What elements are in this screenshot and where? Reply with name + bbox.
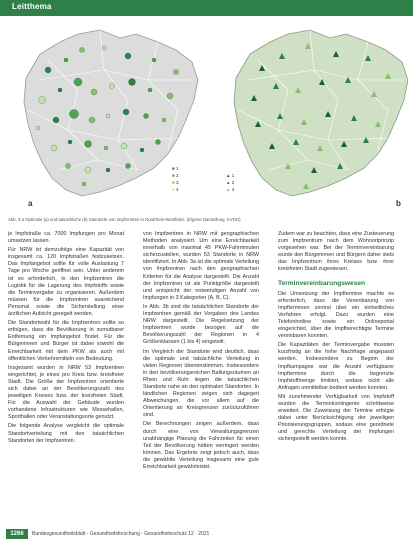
impfzentrum-marker [140,148,144,152]
impfzentrum-marker [106,114,110,118]
impfzentrum-marker [125,53,131,59]
impfzentrum-marker [51,145,57,151]
page-footer [0,529,413,541]
paragraph: Die Umsetzung der Impftermine machte es erforderlich, dass die Vereinbarung von Impfterminen zentral über ein einheitliches Verfahren erfolgt. Dazu wurden eine Telefonhotline sowie ein Onlineportal eingerichtet, über die Impfberechtigte Termine vereinbaren konnten. [278,290,394,340]
impfzentrum-marker [82,182,86,186]
maps-svg [8,20,408,215]
paragraph: In Abb. 3b sind die tatsächlichen Standorte der Impfzentren gemäß der Vorgaben des Landes NRW dargestellt. Die Regelsetzung der Impfzentren wurde bezogen auf die Bevölkerungszahl der Regionen in 4 Größenklassen (1 bis 4) eingeteilt. [143,303,259,346]
impfzentrum-marker [167,93,173,99]
impfzentrum-marker [104,146,108,150]
section-label: Leitthema [12,2,52,11]
legend-b [226,173,235,192]
impfzentrum-marker [91,89,97,95]
figure-caption: Abb. 3 a Optimale (a) und tatsächliche (b) Standorte von Impfzentren in Nordrhein-Westfalen. (Eigene Darstellung, KVNO) [8,217,241,222]
paragraph: Die Kapazitäten der Terminvergabe mussten kurzfristig an die hohe Nachfrage angepasst werden. Insbesondere zu Beginn der Impfkampagne war die Anzahl verfügbarer Impftermine durch die begrenzte Impfstoffmenge limitiert, sodass nicht alle Anfragen unmittelbar bedient werden konnten. [278,342,394,391]
paragraph: Die folgende Analyse vergleicht die optimale Standortverteilung mit den tatsächlichen Standorten der Impfzentren. [8,423,124,444]
paragraph: Mit zunehmender Verfügbarkeit von Impfstoff wurden die Terminkontingente schrittweise erweitert. Die Zuweisung der Termine erfolgte dabei unter Berücksichtigung der jeweiligen Priorisierungsgruppen, sodass eine geordnete und gerechte Verteilung der Impfungen sichergestellt werden konnte. [278,393,394,443]
legend-b-item: ▲ 1 [226,173,235,178]
section-heading-terminvereinbarung: Terminvereinbarungswesen [278,279,366,287]
journal-reference: Bundesgesundheitsblatt - Gesundheitsforschung - Gesundheitsschutz 12 · 2021 [32,531,210,537]
panel-b-label: b [396,199,401,208]
text-column-1 [8,231,124,523]
impfzentrum-marker [45,67,51,73]
impfzentrum-marker [36,126,40,130]
paragraph: Im Vergleich der Standorte wird deutlich, dass die optimale und tatsächliche Verteilung in vielen Regionen übereinstimmen. Insbesondere in den bevölkerungsreichen Ballungsräumen an Rhein und Ruhr liegen die tatsächlichen Standorte nahe an den optimalen Standorten. In ländlichen Regionen zeigen sich dagegen Abweichungen, die vor allem auf die Orientierung an Kreisgrenzen zurückzuführen sind. [143,348,259,419]
impfzentrum-marker [129,79,136,86]
impfzentrum-marker [53,117,59,123]
paragraph: Insgesamt wurden in NRW 53 Impfzentren eingerichtet, je eines pro Kreis bzw. kreisfreier Stadt. Die Größe der Impfzentren orientierte sich dabei an der Bevölkerungszahl des jeweiligen Kreises bzw. der kreisfreien Stadt. Für die Auswahl der Gebäude wurden vorhandene Infrastrukturen wie Messehallen, Sporthallen oder Veranstaltungsorte genutzt. [8,364,124,421]
impfzentrum-marker [162,118,166,122]
paragraph: Die Berechnungen zeigen außerdem, dass durch eine von Verwaltungsgrenzen unabhängige Planung die Fahrzeiten für einen Teil der Bevölkerung hätten verringert werden können. Das Ergebnis zeigt jedoch auch, dass die gewählte Verteilung insgesamt eine gute Erreichbarkeit gewährleistet. [143,421,259,470]
impfzentrum-marker [152,58,156,62]
impfzentrum-marker [58,88,62,92]
impfzentrum-marker [110,84,115,89]
legend-a-item: ■ 2 [172,173,179,178]
impfzentrum-marker [123,109,129,115]
impfzentrum-marker [126,164,131,169]
impfzentrum-marker [121,143,127,149]
impfzentrum-marker [85,167,91,173]
impfzentrum-marker [66,164,71,169]
impfzentrum-marker [80,48,85,53]
impfzentrum-marker [102,46,106,50]
nrw-outline-a [24,30,198,196]
paragraph: von Impfzentren in NRW mit geographischen Methoden analysiert. Um eine Erreichbarkeit innerhalb von maximal 45 PKW-Fahrminuten sicherzustellen, wurden 53 Standorte in NRW identifiziert. In Abb. 3a ist die optimale Verteilung von Impfzentren nach den geographischen Kriterien für die Analyse dargestellt. Die Anzahl der Impfzentren ist als Punktgröße dargestellt und entspricht der notwendigen Anzahl von Impfungen in 3 Kategorien (A, B, C). [143,231,259,301]
impfzentrum-marker [70,110,79,119]
map-panel-a [24,30,198,208]
impfzentrum-marker [174,70,179,75]
text-column-2 [143,231,259,523]
map-panel-b [226,30,408,208]
text-column-3 [278,231,394,523]
impfzentrum-marker [39,97,46,104]
impfzentrum-marker [68,140,72,144]
impfzentrum-marker [156,140,161,145]
nrw-outline-b [234,30,408,196]
impfzentrum-marker [144,114,149,119]
legend-a-item: ■ 4 [172,187,179,192]
paragraph: Für NRW ist demzufolge eine Kapazität von insgesamt ca. 120 Impfstraßen festzusetzen. Das Impfangebot sollte für volle Auslastung 7 Tage pro Woche geöffnet sein. Unter anderem ist es erforderlich, in den Impfzentren die Logistik für die Lagerung des Impfstoffs sowie die Terminvergabe zu organisieren. Außerdem müssen für die Impfzentren ausreichend Personal sowie die Sicherstellung einer ärztlichen Aufsicht geregelt werden. [8,247,124,318]
impfzentrum-marker [74,78,82,86]
impfzentrum-marker [148,88,152,92]
page-number: 1266 [6,529,28,539]
paragraph: Zudem war zu beachten, dass eine Zusteuerung zum Impfzentrum nach dem Wohnortprinzip vorgesehen war. Bei der Terminvereinbarung wurde den Bürgerinnen und Bürgern daher stets das Impfzentrum ihres Kreises bzw. ihrer kreisfreien Stadt zugewiesen. [278,231,394,273]
impfzentrum-marker [106,168,110,172]
impfzentrum-marker [85,141,92,148]
legend-a-item: ■ 1 [172,166,179,171]
impfzentrum-marker [89,117,95,123]
legend-b-item: ▲ 2 [226,180,235,185]
panel-a-label: a [28,199,33,208]
figure-maps [8,20,408,215]
section-band [0,0,413,16]
impfzentrum-marker [64,58,68,62]
legend-a-item: ■ 3 [172,180,179,185]
paragraph: Die Standortwahl für die Impfzentren sollte so erfolgen, dass die Bevölkerung in zumutbarer Entfernung ein Impfangebot findet. Für die Bürgerinnen und Bürger ist dabei sowohl die Erreichbarkeit mit dem PKW als auch mit öffentlichen Verkehrsmitteln von Bedeutung. [8,320,124,362]
paragraph: je Impfstraße ca. 7000 Impfungen pro Monat umsetzen lassen. [8,231,124,245]
legend-b-item: ▲ 3 [226,187,235,192]
legend-a [172,166,179,192]
